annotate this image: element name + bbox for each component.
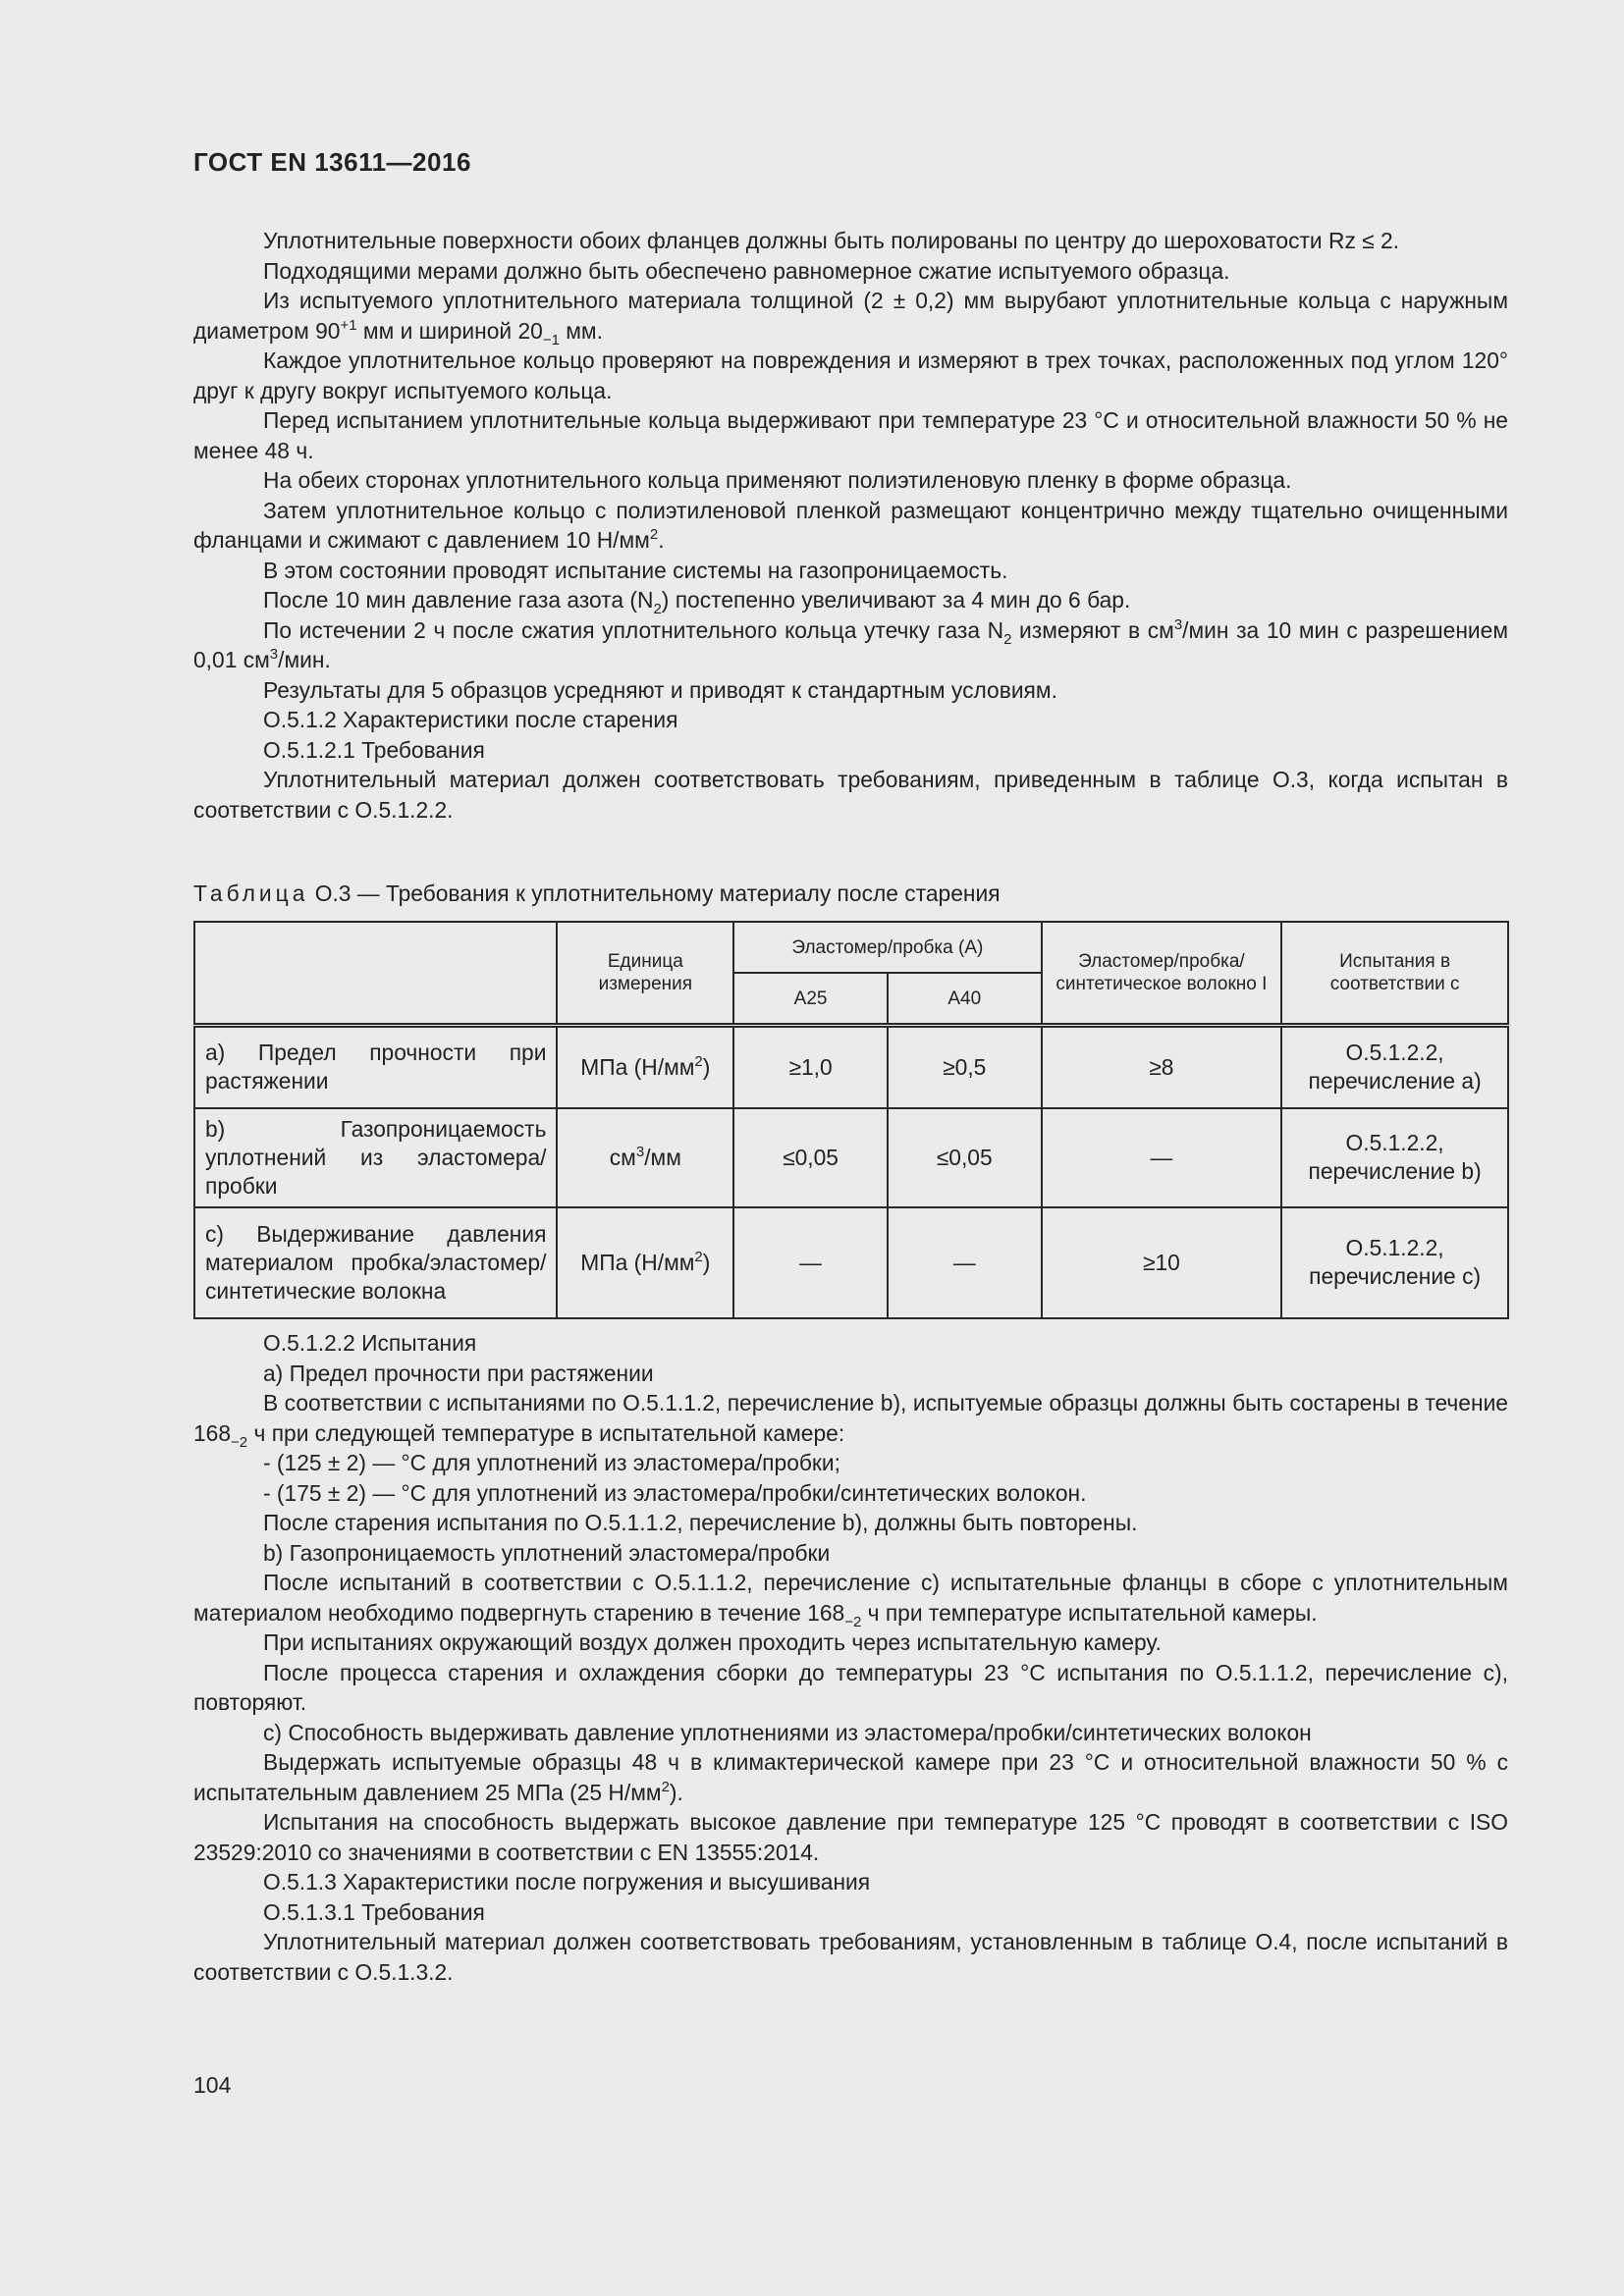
header-a25: А25	[733, 973, 888, 1026]
table-header-row	[194, 922, 1508, 973]
paragraph: b) Газопроницаемость уплотнений эластомера/пробки	[263, 1539, 831, 1566]
requirements-table	[193, 921, 1509, 1319]
document-header: ГОСТ EN 13611—2016	[193, 147, 471, 177]
row-label: а) Предел прочности при растяжении	[194, 1026, 557, 1108]
row-a25: ≤0,05	[733, 1108, 888, 1207]
table-row	[194, 1108, 1508, 1207]
paragraph-nitrogen: После 10 мин давление газа азота $(N_2)$ постепенно увеличивают за 4 мин до 6 бар.	[263, 587, 1131, 617]
paragraph: с) Способность выдерживать давление уплотнениями из эластомера/пробки/синтетических волокон	[263, 1719, 1312, 1745]
paragraph: Испытания на способность выдержать высокое давление при температуре 125 °С проводят в соответствии с ISO 23529:2010 со значениями в соответствии с EN 13555:2014.	[193, 1809, 1508, 1865]
paragraph: После старения испытания по О.5.1.1.2, перечисление b), должны быть повторены.	[263, 1510, 1138, 1535]
section-heading: О.5.1.3.1 Требования	[263, 1898, 485, 1925]
section-heading: О.5.1.3 Характеристики после погружения и высушивания	[263, 1869, 871, 1895]
section-heading: О.5.1.2 Характеристики после старения	[263, 707, 678, 732]
header-empty-cell	[194, 922, 557, 1026]
paragraph-aging: В соответствии с испытаниями по О.5.1.1.2, перечисление b), испытуемые образцы должны быть состарены в течение $168_{-2}$ ч при следующей температуре в испытательной камере:	[193, 1390, 1508, 1451]
row-a40: ≥0,5	[888, 1026, 1042, 1108]
paragraph: Уплотнительный материал должен соответствовать требованиям, приведенным в таблице О.3, когда испытан в соответствии с О.5.1.2.2.	[193, 767, 1508, 823]
row-unit: МПа $(Н/мм^2)$	[557, 1207, 733, 1318]
row-label: с) Выдерживание давления материалом пробка/эластомер/синтетические волокна	[194, 1207, 557, 1318]
paragraph: Каждое уплотнительное кольцо проверяют на повреждения и измеряют в трех точках, расположенных под углом 120° друг к другу вокруг испытуемого кольца.	[193, 347, 1508, 403]
paragraph: Подходящими мерами должно быть обеспечено равномерное сжатие испытуемого образца.	[263, 257, 1230, 284]
row-synth: —	[1042, 1108, 1282, 1207]
row-test: О.5.1.2.2, перечисление с)	[1281, 1207, 1508, 1318]
row-synth: ≥8	[1042, 1026, 1282, 1108]
paragraph-flanges: После испытаний в соответствии с О.5.1.1.2, перечисление с) испытательные фланцы в сборе с уплотнительным материалом необходимо подвергнуть старению в течение $168_{-2}$ ч при температуре испытательной камеры.	[193, 1570, 1508, 1630]
text-block-top	[193, 226, 1508, 825]
paragraph-ring-cutting: Из испытуемого уплотнительного материала толщиной (2 ± 0,2) мм вырубают уплотнительные кольца с наружным диаметром $90^{+1}$ мм и шириной $20_{-1}$ мм.	[193, 288, 1508, 348]
paragraph: - (175 ± 2) — °С для уплотнений из эластомера/пробки/синтетических волокон.	[263, 1479, 1087, 1506]
paragraph: Результаты для 5 образцов усредняют и приводят к стандартным условиям.	[263, 676, 1057, 703]
page-number: 104	[193, 2072, 232, 2098]
row-a40: ≤0,05	[888, 1108, 1042, 1207]
row-a25: ≥1,0	[733, 1026, 888, 1108]
header-unit: Единица измерения	[557, 922, 733, 1026]
row-test: О.5.1.2.2, перечисление а)	[1281, 1026, 1508, 1108]
row-a40: —	[888, 1207, 1042, 1318]
header-elastomer-cork: Эластомер/пробка (А)	[733, 922, 1041, 973]
row-label: b) Газопроницаемость уплотнений из эластомера/пробки	[194, 1108, 557, 1207]
paragraph: Перед испытанием уплотнительные кольца выдерживают при температуре 23 °С и относительной влажности 50 % не менее 48 ч.	[193, 407, 1508, 463]
paragraph: В этом состоянии проводят испытание системы на газопроницаемость.	[263, 557, 1008, 583]
paragraph: а) Предел прочности при растяжении	[263, 1360, 654, 1386]
text-block-bottom	[193, 1328, 1508, 1987]
header-a40: А40	[888, 973, 1042, 1026]
paragraph-compression: Затем уплотнительное кольцо с полиэтиленовой пленкой размещают концентрично между тщательно очищенными фланцами и сжимают с давлением 10 $Н/мм^2$.	[193, 497, 1508, 553]
row-unit: $см^3/мм$	[557, 1108, 733, 1207]
paragraph: Уплотнительные поверхности обоих фланцев должны быть полированы по центру до шероховатости Rz ≤ 2.	[263, 228, 1400, 253]
row-synth: ≥10	[1042, 1207, 1282, 1318]
row-a25: —	[733, 1207, 888, 1318]
section-heading: О.5.1.2.1 Требования	[263, 736, 485, 763]
paragraph-hold: Выдержать испытуемые образцы 48 ч в климактерической камере при 23 °С и относительной влажности 50 % с испытательным давлением 25 МПа (25 $Н/мм^2$).	[193, 1749, 1508, 1805]
table-caption: Таблица О.3 — Требования к уплотнительному материалу после старения	[193, 881, 1001, 906]
table-row	[194, 1207, 1508, 1318]
header-test-reference: Испытания в соответствии с	[1281, 922, 1508, 1026]
section-heading: О.5.1.2.2 Испытания	[263, 1330, 477, 1356]
table-row	[194, 1026, 1508, 1108]
paragraph: - (125 ± 2) — °С для уплотнений из эластомера/пробки;	[263, 1450, 840, 1475]
paragraph: После процесса старения и охлаждения сборки до температуры 23 °С испытания по О.5.1.1.2, перечисление с), повторяют.	[193, 1659, 1508, 1715]
row-test: О.5.1.2.2, перечисление b)	[1281, 1108, 1508, 1207]
paragraph-leak: По истечении 2 ч после сжатия уплотнительного кольца утечку газа $N_2$ измеряют в $см^3$/мин за 10 мин с разрешением 0,01 $см^3$/мин.	[193, 615, 1509, 672]
header-synthetic-fiber: Эластомер/пробка/ синтетическое волокно I	[1042, 922, 1282, 1026]
paragraph: Уплотнительный материал должен соответствовать требованиям, установленным в таблице О.4, после испытаний в соответствии с О.5.1.3.2.	[193, 1929, 1508, 1985]
paragraph: На обеих сторонах уплотнительного кольца применяют полиэтиленовую пленку в форме образца.	[263, 467, 1292, 493]
paragraph: При испытаниях окружающий воздух должен проходить через испытательную камеру.	[263, 1629, 1162, 1655]
row-unit: МПа $(Н/мм^2)$	[557, 1026, 733, 1108]
